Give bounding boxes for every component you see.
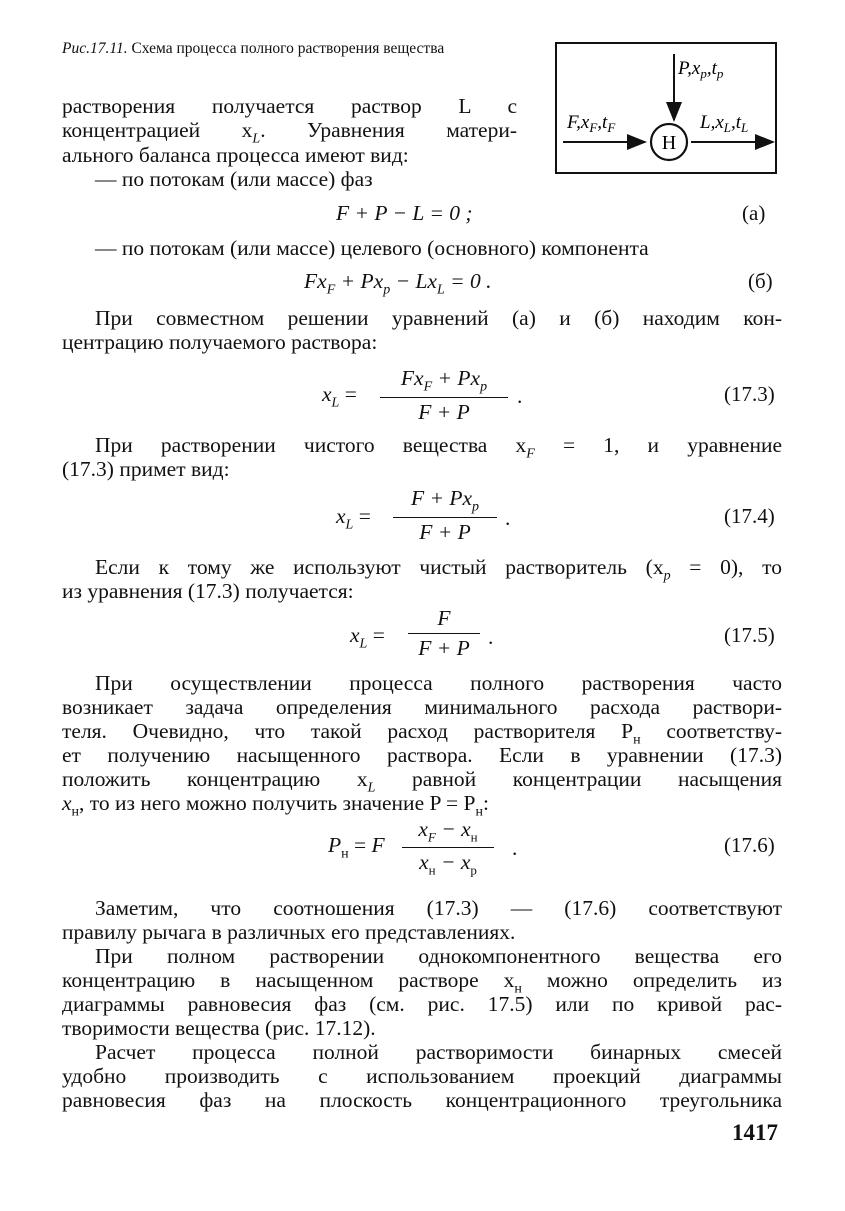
equation-17-5-number: (17.5): [724, 623, 775, 647]
text-line: правилу рычага в различных его представлениях.: [62, 920, 516, 944]
text-line: При растворении чистого вещества $x_F = 1$, и уравнение: [95, 433, 782, 462]
text-line: При полном растворении однокомпонентного вещества его: [95, 944, 782, 968]
text-line: $x_н$, то из него можно получить значение $P = P_н$:: [62, 791, 489, 820]
process-scheme-svg: [557, 44, 775, 172]
text-line: Если к тому же используют чистый растворитель $(x_p = 0)$, то: [95, 555, 782, 584]
text-line: удобно производить с использованием проекций диаграммы: [62, 1064, 782, 1088]
text-line: центрацию получаемого раствора:: [62, 330, 378, 354]
process-scheme-figure: [555, 42, 777, 174]
equation-17-5-lhs: $x_L$ =: [350, 623, 385, 652]
text-line: теля. Очевидно, что такой расход растворителя $P_н$ соответству-: [62, 719, 782, 748]
input-left-label: $F,x_F,t_F$: [567, 112, 616, 135]
equation-17-3-number: (17.3): [724, 382, 775, 406]
text-line: равновесия фаз на плоскость концентрационного треугольника: [62, 1088, 782, 1112]
equation-17-6-lhs: $P_н = F$: [328, 833, 385, 862]
text-line: — по потокам (или массе) целевого (основного) компонента: [95, 236, 649, 260]
node-label: Н: [661, 132, 677, 154]
equation-17-5-fraction: F F + P: [408, 606, 480, 661]
equation-a: F + P − L = 0 ;: [336, 201, 473, 225]
text-line: (17.3) примет вид:: [62, 457, 230, 481]
text-line: из уравнения (17.3) получается:: [62, 579, 354, 603]
equation-b: $Fx_F + Px_p - Lx_L = 0$ .: [304, 269, 492, 298]
text-line: При осуществлении процесса полного растворения часто: [95, 671, 782, 695]
text-line: концентрацией $x_L$. Уравнения матери-: [62, 118, 517, 147]
text-line: растворения получается раствор L с: [62, 94, 517, 118]
text-line: ального баланса процесса имеют вид:: [62, 143, 409, 167]
caption-lead: Рис.17.11.: [62, 40, 128, 57]
text-line: ет получению насыщенного раствора. Если в уравнении (17.3): [62, 743, 782, 767]
text-line: творимости вещества (рис. 17.12).: [62, 1016, 376, 1040]
equation-17-6-fraction: $x_F - x_н$ $x_н - x_p$: [402, 817, 494, 879]
text-line: При совместном решении уравнений (а) и (б) находим кон-: [95, 306, 782, 330]
equation-17-3-dot: .: [517, 384, 523, 408]
equation-17-3-fraction: $Fx_F + Px_p$ F + P: [380, 366, 508, 425]
text-line: Расчет процесса полной растворимости бинарных смесей: [95, 1040, 782, 1064]
equation-17-4-dot: .: [505, 506, 511, 530]
equation-17-5-dot: .: [488, 625, 494, 649]
equation-b-number: (б): [748, 269, 773, 293]
equation-17-4-lhs: $x_L$ =: [336, 504, 371, 533]
text-line: — по потокам (или массе) фаз: [95, 167, 373, 191]
equation-17-6-number: (17.6): [724, 833, 775, 857]
page-number: 1417: [732, 1120, 778, 1145]
input-top-label: $P,x_p,t_p$: [678, 58, 724, 81]
text-line: возникает задача определения минимального расхода раствори-: [62, 695, 782, 719]
output-right-label: $L,x_L,t_L$: [700, 112, 749, 135]
equation-17-4-fraction: $F + Px_p$ F + P: [393, 486, 497, 545]
text-line: положить концентрацию $x_L$ равной концентрации насыщения: [62, 767, 783, 796]
equation-a-number: (а): [742, 201, 766, 225]
equation-17-3-lhs: $x_L$ =: [322, 382, 357, 411]
figure-caption: [62, 40, 517, 58]
equation-17-6-dot: .: [512, 836, 518, 860]
text-line: диаграммы равновесия фаз (см. рис. 17.5) или по кривой рас-: [62, 992, 782, 1016]
caption-text: Схема процесса полного растворения вещества: [127, 40, 445, 57]
equation-17-4-number: (17.4): [724, 504, 775, 528]
text-line: Заметим, что соотношения (17.3) — (17.6) соответствуют: [95, 896, 782, 920]
text-line: концентрацию в насыщенном растворе $x_н$ можно определить из: [62, 968, 782, 997]
